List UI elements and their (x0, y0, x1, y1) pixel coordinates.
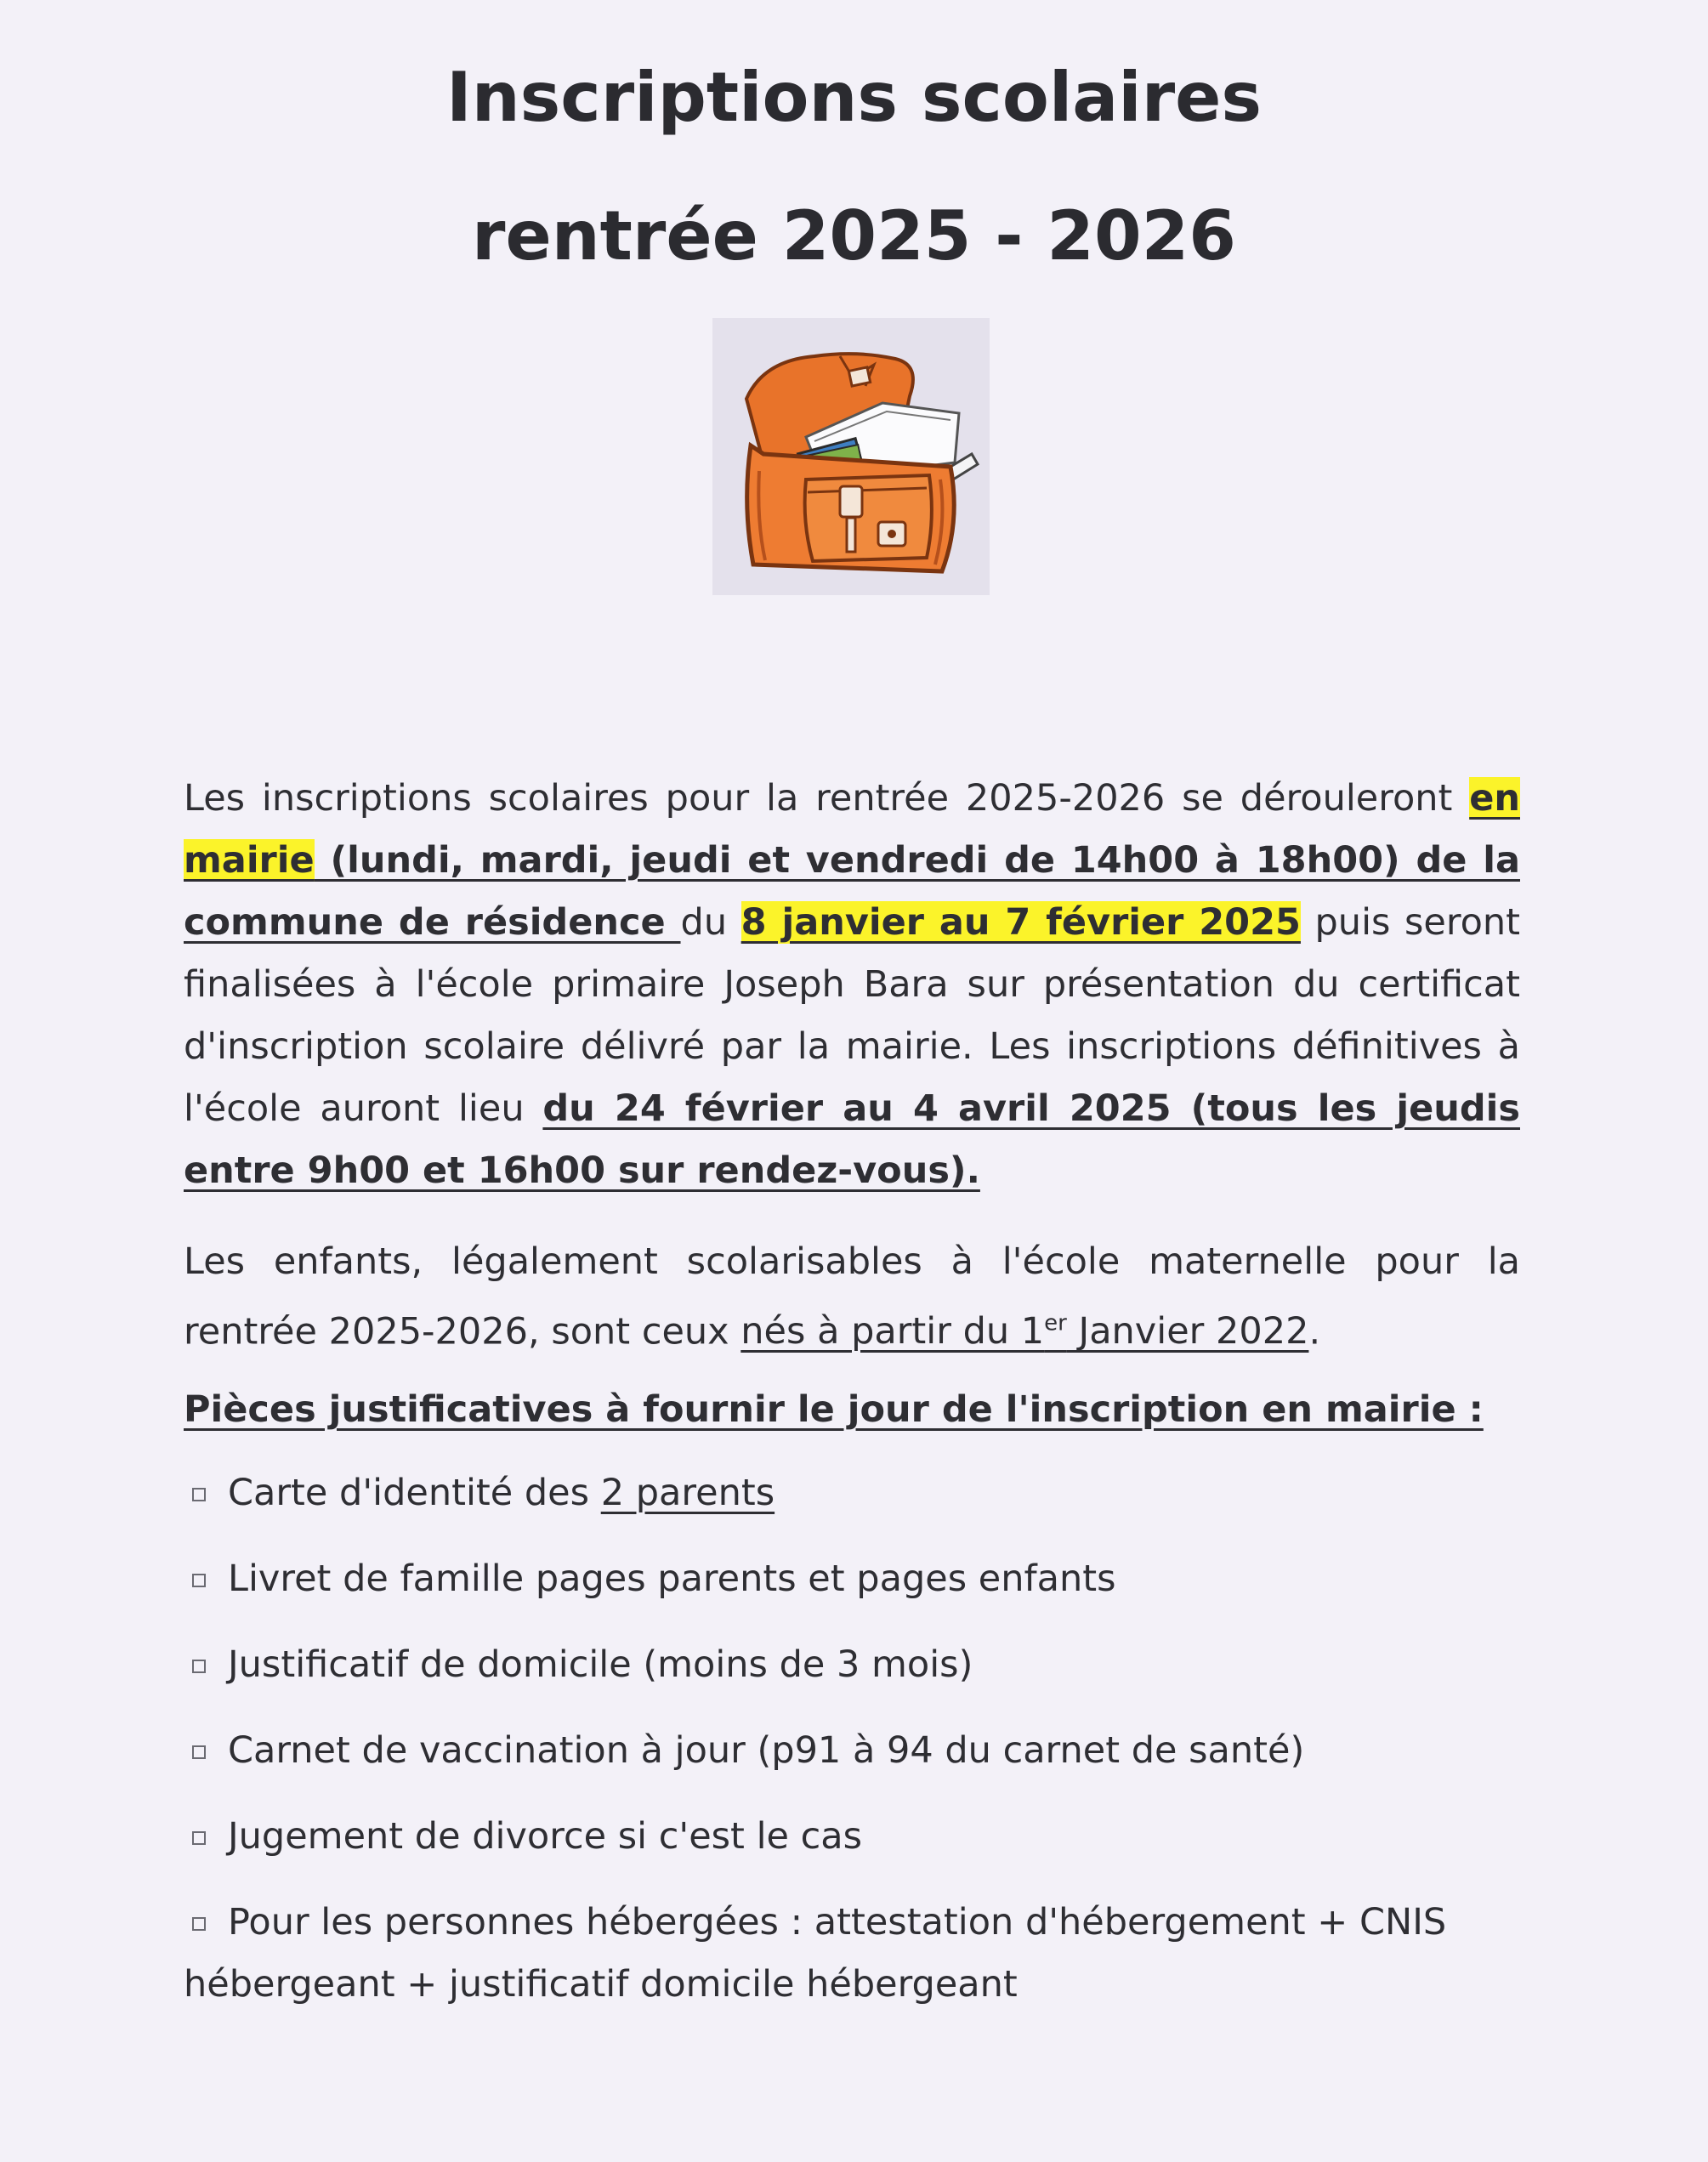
list-item: Livret de famille pages parents et pages enfants (184, 1548, 1520, 1610)
list-item: Jugement de divorce si c'est le cas (184, 1806, 1520, 1868)
intro-text: Les inscriptions scolaires pour la rentrée 2025-2026 se dérouleront (184, 777, 1470, 820)
list-item: Carte d'identité des 2 parents (184, 1462, 1520, 1524)
checkbox-icon (192, 1917, 206, 1931)
registration-paragraph (184, 768, 1520, 1202)
du-text: du (680, 901, 741, 944)
page-title: Inscriptions scolaires (445, 58, 1263, 137)
checkbox-icon (192, 1745, 206, 1759)
checkbox-icon (192, 1488, 206, 1501)
eligibility-paragraph: Les enfants, légalement scolarisables à l'école maternelle pour la rentrée 2025-2026, sont ceux nés à partir du 1er Janvier 2022. (184, 1240, 1520, 1353)
list-item: Carnet de vaccination à jour (p91 à 94 du carnet de santé) (184, 1720, 1520, 1782)
continuation-text: puis seront finalisées à l'école primaire Joseph Bara sur présentation du certificat d'inscription scolaire délivré par la mairie. Les inscriptions définitives à l'école auront lieu (184, 901, 1521, 1130)
checkbox-icon (192, 1574, 206, 1587)
hours-text: (lundi, mardi, jeudi et vendredi de 14h00 à 18h00) de la commune de résidence (184, 839, 1520, 944)
ordinal-suffix: er (1044, 1311, 1067, 1336)
page-subtitle: rentrée 2025 - 2026 (472, 196, 1236, 275)
documents-heading: Pièces justificatives à fournir le jour de l'inscription en mairie : (184, 1388, 1484, 1431)
list-item: Pour les personnes hébergées : attestation d'hébergement + CNIS hébergeant + justificatif domicile hébergeant (184, 1901, 1447, 2006)
list-item: Justificatif de domicile (moins de 3 mois) (184, 1634, 1520, 1696)
checkbox-icon (192, 1831, 206, 1845)
registration-dates-highlight: 8 janvier au 7 février 2025 (741, 901, 1301, 944)
checkbox-icon (192, 1660, 206, 1673)
school-satchel-icon (712, 318, 990, 595)
eligibility-text: Les enfants, légalement scolarisables à l'école maternelle pour la rentrée 2025-2026, sont ceux (184, 1240, 1520, 1353)
final-dates-text: du 24 février au 4 avril 2025 (tous les jeudis entre 9h00 et 16h00 sur rendez-vous). (184, 1087, 1520, 1192)
documents-list (184, 1462, 1520, 2040)
birth-date-text: nés à partir du 1er Janvier 2022 (741, 1310, 1309, 1353)
en-mairie-highlight: en mairie (184, 777, 1520, 882)
